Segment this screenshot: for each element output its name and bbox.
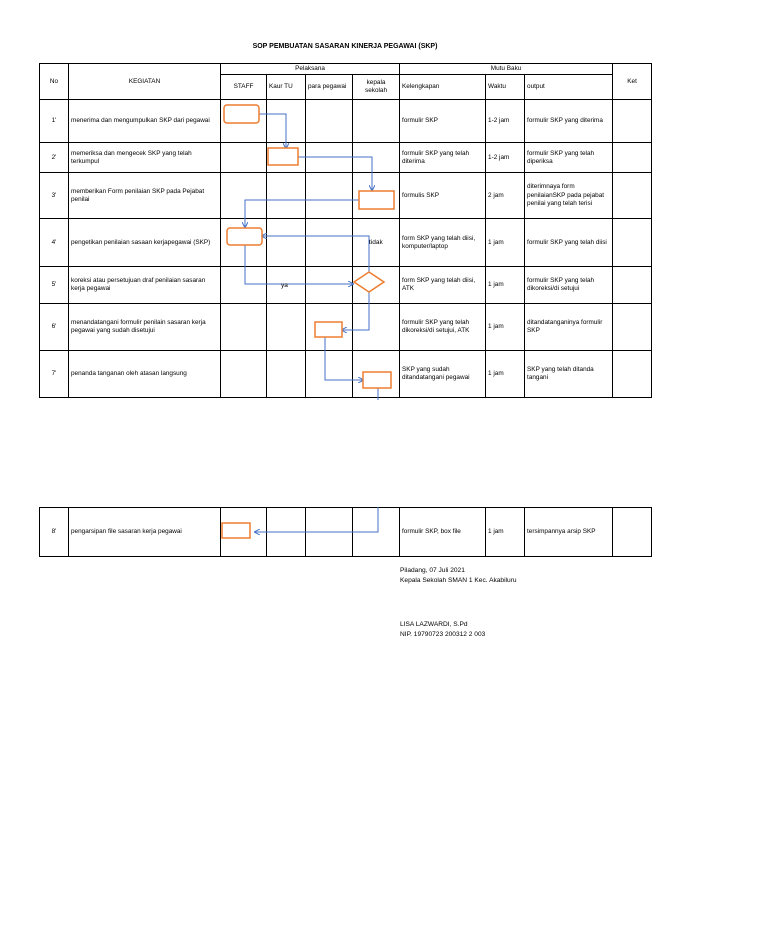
- signature-name-block: [400, 620, 485, 640]
- flow-decision-step5: [354, 272, 384, 292]
- signature-block: [400, 566, 517, 586]
- header-output: output: [525, 75, 613, 100]
- flow-shape-step6: [315, 322, 342, 337]
- row-no: 2': [40, 143, 69, 173]
- row-no: 8': [40, 508, 69, 557]
- row-output: tersimpannya arsip SKP: [525, 508, 613, 557]
- header-no: No: [40, 64, 69, 100]
- arrow-step4-to-step5: [245, 245, 353, 284]
- header-pelaksana: Pelaksana: [221, 64, 400, 75]
- flow-shapes: [222, 105, 394, 538]
- header-kepala-sekolah: kepala sekolah: [353, 75, 400, 100]
- row-waktu: 1 jam: [486, 304, 525, 351]
- header-para-pegawai: para pegawai: [306, 75, 353, 100]
- arrow-step5-to-step6: [342, 291, 369, 330]
- row-kegiatan: memeriksa dan mengecek SKP yang telah terkumpul: [69, 143, 221, 173]
- row-kegiatan: pengetikan penilaian sasaan kerjapegawai (SKP): [69, 219, 221, 267]
- row-waktu: 1-2 jam: [486, 100, 525, 143]
- flow-label-tidak: tidak: [369, 239, 383, 246]
- arrow-step3-to-step4: [245, 200, 359, 227]
- flow-shape-step7: [363, 372, 391, 388]
- header-kegiatan: KEGIATAN: [69, 64, 221, 100]
- flow-shape-step2: [268, 148, 298, 165]
- row-no: 7': [40, 351, 69, 398]
- signature-position: Kepala Sekolah SMAN 1 Kec. Akabiluru: [400, 577, 517, 584]
- header-mutu-baku: Mutu Baku: [400, 64, 613, 75]
- row-kelengkapan: formulir SKP: [400, 100, 486, 143]
- row-waktu: 1 jam: [486, 219, 525, 267]
- row-kegiatan: menandatangani formulir penilain sasaran kerja pegawai yang sudah disetujui: [69, 304, 221, 351]
- row-kegiatan: menerima dan mengumpulkan SKP dari pegawai: [69, 100, 221, 143]
- header-ket: Ket: [613, 64, 652, 100]
- flow-shape-step3: [359, 191, 394, 209]
- row-no: 4': [40, 219, 69, 267]
- signature-place-date: Piladang, 07 Juli 2021: [400, 567, 465, 574]
- row-waktu: 1-2 jam: [486, 143, 525, 173]
- row-waktu: 1 jam: [486, 267, 525, 304]
- row-output: formulir SKP yang diterima: [525, 100, 613, 143]
- row-kelengkapan: formulir SKP, box file: [400, 508, 486, 557]
- page-title: SOP PEMBUATAN SASARAN KINERJA PEGAWAI (SKP): [252, 43, 438, 50]
- row-kelengkapan: formulir SKP yang telah dikoreksi/di setujui, ATK: [400, 304, 486, 351]
- row-waktu: 1 jam: [486, 351, 525, 398]
- header-waktu: Waktu: [486, 75, 525, 100]
- row-kelengkapan: formulir SKP yang telah diterima: [400, 143, 486, 173]
- row-kelengkapan: form SKP yang telah diisi, ATK: [400, 267, 486, 304]
- row-kelengkapan: SKP yang sudah ditandatangani pegawai: [400, 351, 486, 398]
- signature-name: LISA LAZWARDI, S.Pd: [400, 621, 468, 628]
- arrow-tidak-back: [262, 236, 369, 272]
- arrow-step6-to-step7: [325, 337, 363, 380]
- row-kelengkapan: formulis SKP: [400, 173, 486, 219]
- row-output: formulir SKP yang telah diisi: [525, 219, 613, 267]
- header-kaur-tu: Kaur TU: [267, 75, 306, 100]
- row-waktu: 2 jam: [486, 173, 525, 219]
- arrow-step1-to-step2: [259, 114, 286, 148]
- row-kegiatan: memberikan Form penilaian SKP pada Pejabat penilai: [69, 173, 221, 219]
- flow-shape-step4: [227, 228, 262, 245]
- row-output: diterimnaya form penilaianSKP pada pejabat penilai yang telah terisi: [525, 173, 613, 219]
- row-kegiatan: penanda tanganan oleh atasan langsung: [69, 351, 221, 398]
- signature-nip: NIP. 19790723 200312 2 003: [400, 631, 486, 638]
- flow-arrows: [245, 114, 378, 532]
- arrow-step2-to-step3: [298, 157, 372, 190]
- row-no: 1': [40, 100, 69, 143]
- flow-shape-step8: [222, 523, 250, 538]
- row-output: formulir SKP yang telah dikoreksi/di setujui: [525, 267, 613, 304]
- header-kelengkapan: Kelengkapan: [400, 75, 486, 100]
- row-no: 3': [40, 173, 69, 219]
- row-output: SKP yang telah ditanda tangani: [525, 351, 613, 398]
- arrow-step7-to-step8: [255, 507, 378, 532]
- row-kegiatan: pengarsipan file sasaran kerja pegawai: [69, 508, 221, 557]
- row-kelengkapan: form SKP yang telah diisi, komputer/laptop: [400, 219, 486, 267]
- flow-label-ya: ya: [281, 282, 288, 289]
- flow-shape-step1: [224, 105, 259, 123]
- row-no: 5': [40, 267, 69, 304]
- header-staff: STAFF: [221, 75, 267, 100]
- row-no: 6': [40, 304, 69, 351]
- row-output: ditandatanganinya formulir SKP: [525, 304, 613, 351]
- row-kegiatan: koreksi atau persetujuan draf penilaian sasaran kerja pegawai: [69, 267, 221, 304]
- row-output: formulir SKP yang telah diperiksa: [525, 143, 613, 173]
- row-waktu: 1 jam: [486, 508, 525, 557]
